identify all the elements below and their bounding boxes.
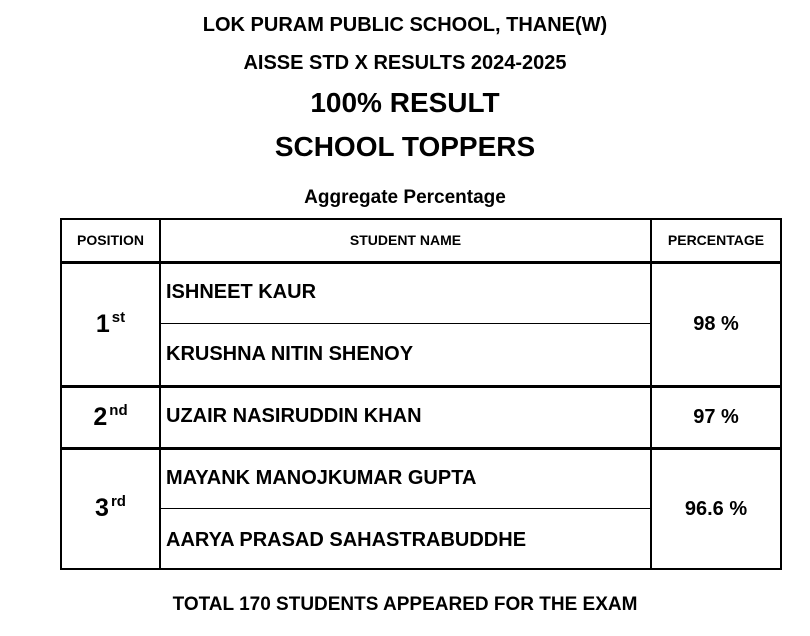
column-header-student-name: STUDENT NAME [349, 232, 462, 248]
footer-note: TOTAL 170 STUDENTS APPEARED FOR THE EXAM [172, 594, 638, 615]
position-cell [62, 493, 159, 523]
position-number: 2 [93, 403, 108, 431]
row-divider [161, 323, 650, 324]
table-caption: Aggregate Percentage [304, 187, 506, 208]
student-name: MAYANK MANOJKUMAR GUPTA [166, 467, 477, 489]
position-number: 3 [95, 494, 109, 522]
position-cell [62, 309, 159, 339]
table-row-second [62, 388, 780, 450]
page-title: SCHOOL TOPPERS [274, 131, 536, 162]
percentage-cell: 98 % [693, 313, 739, 335]
column-divider [159, 220, 161, 568]
student-name: KRUSHNA NITIN SHENOY [166, 343, 414, 365]
column-header-position: POSITION [77, 232, 144, 248]
percentage-cell: 97 % [693, 406, 739, 428]
table-header [62, 220, 780, 264]
column-divider [650, 220, 652, 568]
exam-title: AISSE STD X RESULTS 2024-2025 [243, 52, 567, 74]
row-divider [161, 508, 650, 509]
position-suffix: rd [110, 493, 126, 510]
result-headline: 100% RESULT [310, 87, 500, 118]
student-name: UZAIR NASIRUDDIN KHAN [166, 405, 422, 427]
position-suffix: nd [109, 402, 128, 419]
student-name: ISHNEET KAUR [166, 281, 317, 303]
position-cell [62, 402, 159, 432]
position-suffix: st [111, 309, 126, 326]
toppers-table [60, 218, 782, 570]
table-row-first [62, 264, 780, 388]
student-name: AARYA PRASAD SAHASTRABUDDHE [166, 529, 527, 551]
position-number: 1 [95, 310, 110, 338]
percentage-cell: 96.6 % [684, 498, 748, 520]
column-header-percentage: PERCENTAGE [667, 232, 765, 248]
school-name: LOK PURAM PUBLIC SCHOOL, THANE(W) [202, 14, 608, 36]
table-row-third [62, 450, 780, 568]
